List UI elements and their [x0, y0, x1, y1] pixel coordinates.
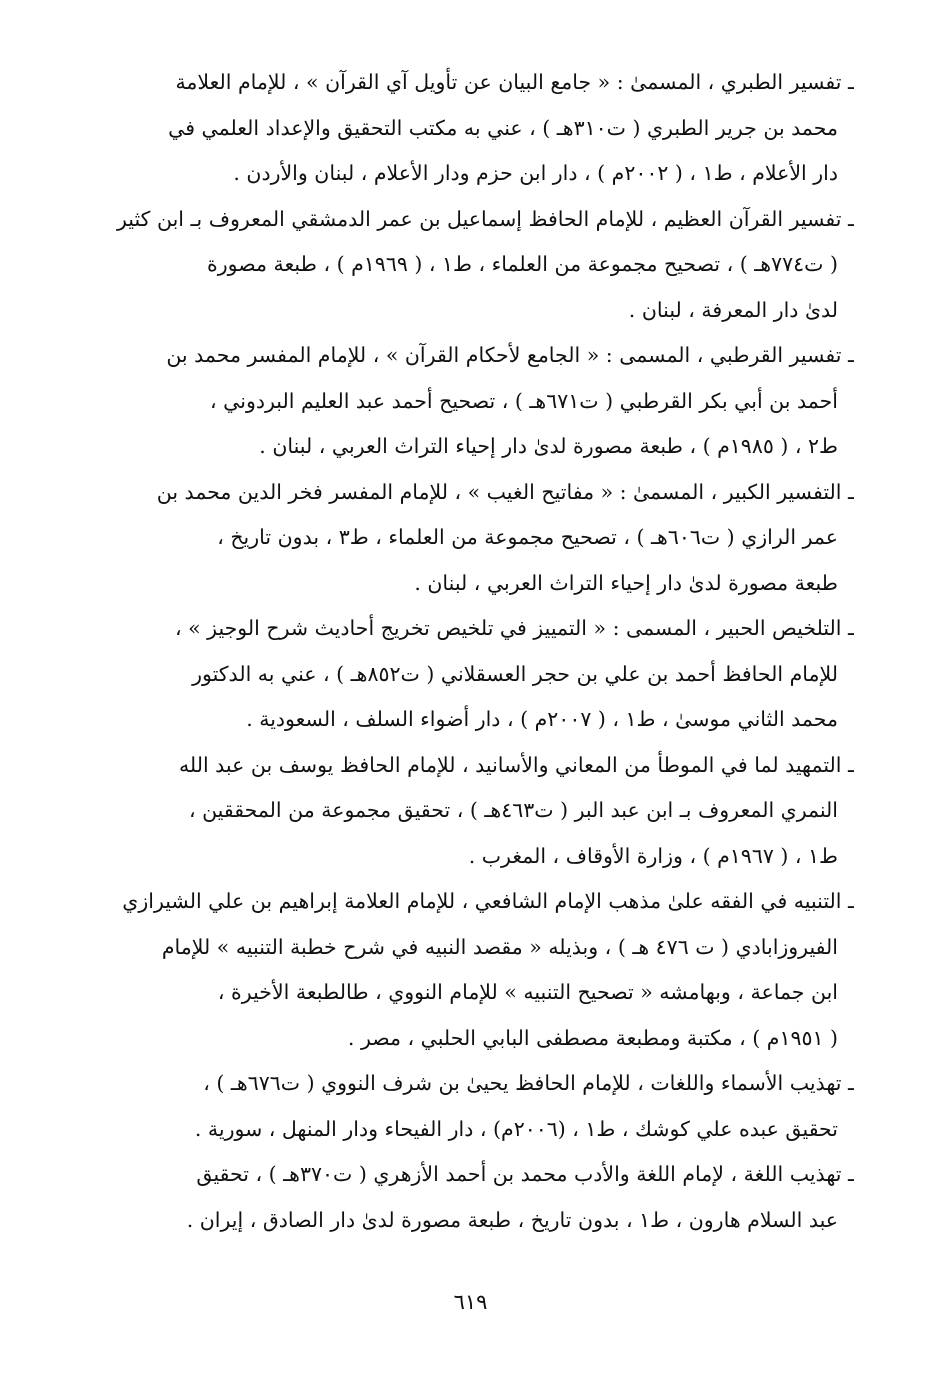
entry-line: دار الأعلام ، ط١ ، ( ٢٠٠٢م ) ، دار ابن حزم ودار الأعلام ، لبنان والأردن .	[233, 161, 838, 185]
entry-line: ـ تفسير القرآن العظيم ، للإمام الحافظ إسماعيل بن عمر الدمشقي المعروف بـ ابن كثير	[117, 206, 854, 231]
entry-line: ـ التنبيه في الفقه علىٰ مذهب الإمام الشافعي ، للإمام العلامة إبراهيم بن علي الشيرازي	[122, 889, 854, 913]
bibliography-entry	[72, 1061, 854, 1152]
bibliography-entry	[72, 197, 854, 334]
entry-line: ـ التفسير الكبير ، المسمىٰ : « مفاتيح الغيب » ، للإمام المفسر فخر الدين محمد بن	[156, 479, 854, 504]
bibliography-entry	[72, 606, 854, 743]
entry-line: ـ تفسير القرطبي ، المسمى : « الجامع لأحكام القرآن » ، للإمام المفسر محمد بن	[166, 343, 854, 367]
entry-line: ـ تهذيب اللغة ، لإمام اللغة والأدب محمد بن أحمد الأزهري ( ت٣٧٠هـ ) ، تحقيق	[196, 1162, 854, 1186]
bibliography-entry	[72, 470, 854, 607]
bibliography-entry	[72, 879, 854, 1061]
entry-line: محمد بن جرير الطبري ( ت٣١٠هـ ) ، عني به مكتب التحقيق والإعداد العلمي في	[168, 115, 838, 140]
entry-line: محمد الثاني موسىٰ ، ط١ ، ( ٢٠٠٧م ) ، دار أضواء السلف ، السعودية .	[246, 707, 838, 731]
entry-line: ـ تفسير الطبري ، المسمىٰ : « جامع البيان عن تأويل آي القرآن » ، للإمام العلامة	[175, 70, 854, 94]
entry-line: ط٢ ، ( ١٩٨٥م ) ، طبعة مصورة لدىٰ دار إحياء التراث العربي ، لبنان .	[259, 434, 838, 458]
entry-line: أحمد بن أبي بكر القرطبي ( ت٦٧١هـ ) ، تصحيح أحمد عبد العليم البردوني ،	[210, 388, 838, 413]
entry-line: طبعة مصورة لدىٰ دار إحياء التراث العربي ، لبنان .	[414, 570, 838, 595]
entry-line: ـ تهذيب الأسماء واللغات ، للإمام الحافظ يحيىٰ بن شرف النووي ( ت٦٧٦هـ ) ،	[203, 1071, 854, 1095]
entry-line: ( ت٧٧٤هـ ) ، تصحيح مجموعة من العلماء ، ط١ ، ( ١٩٦٩م ) ، طبعة مصورة	[207, 252, 838, 276]
entry-line: ط١ ، ( ١٩٦٧م ) ، وزارة الأوقاف ، المغرب .	[468, 843, 838, 868]
entry-line: ابن جماعة ، وبهامشه « تصحيح التنبيه » للإمام النووي ، طالطبعة الأخيرة ،	[217, 980, 838, 1004]
bibliography-entry	[72, 1152, 854, 1243]
entry-line: عبد السلام هارون ، ط١ ، بدون تاريخ ، طبعة مصورة لدىٰ دار الصادق ، إيران .	[186, 1207, 838, 1232]
entry-line: لدىٰ دار المعرفة ، لبنان .	[628, 297, 838, 322]
entry-line: النمري المعروف بـ ابن عبد البر ( ت٤٦٣هـ ) ، تحقيق مجموعة من المحققين ،	[188, 798, 838, 822]
bibliography-entry	[72, 60, 854, 197]
entry-line: الفيروزابادي ( ت ٤٧٦ هـ ) ، وبذيله « مقصد النبيه في شرح خطبة التنبيه » للإمام	[161, 934, 838, 959]
entry-line: تحقيق عبده علي كوشك ، ط١ ، (٢٠٠٦م) ، دار الفيحاء ودار المنهل ، سورية .	[194, 1116, 838, 1141]
entry-line: عمر الرازي ( ت٦٠٦هـ ) ، تصحيح مجموعة من العلماء ، ط٣ ، بدون تاريخ ،	[217, 525, 838, 549]
entry-line: ـ التلخيص الحبير ، المسمى : « التمييز في تلخيص تخريج أحاديث شرح الوجيز » ،	[174, 616, 854, 640]
entry-line: للإمام الحافظ أحمد بن علي بن حجر العسقلاني ( ت٨٥٢هـ ) ، عني به الدكتور	[192, 661, 838, 686]
entry-line: ـ التمهيد لما في الموطأ من المعاني والأسانيد ، للإمام الحافظ يوسف بن عبد الله	[178, 752, 854, 777]
page-number: ٦١٩	[453, 1290, 488, 1314]
bibliography-entry	[72, 333, 854, 470]
bibliography-entry	[72, 743, 854, 880]
entry-line: ( ١٩٥١م ) ، مكتبة ومطبعة مصطفى البابي الحلبي ، مصر .	[347, 1025, 838, 1050]
bibliography-page	[72, 60, 854, 1243]
